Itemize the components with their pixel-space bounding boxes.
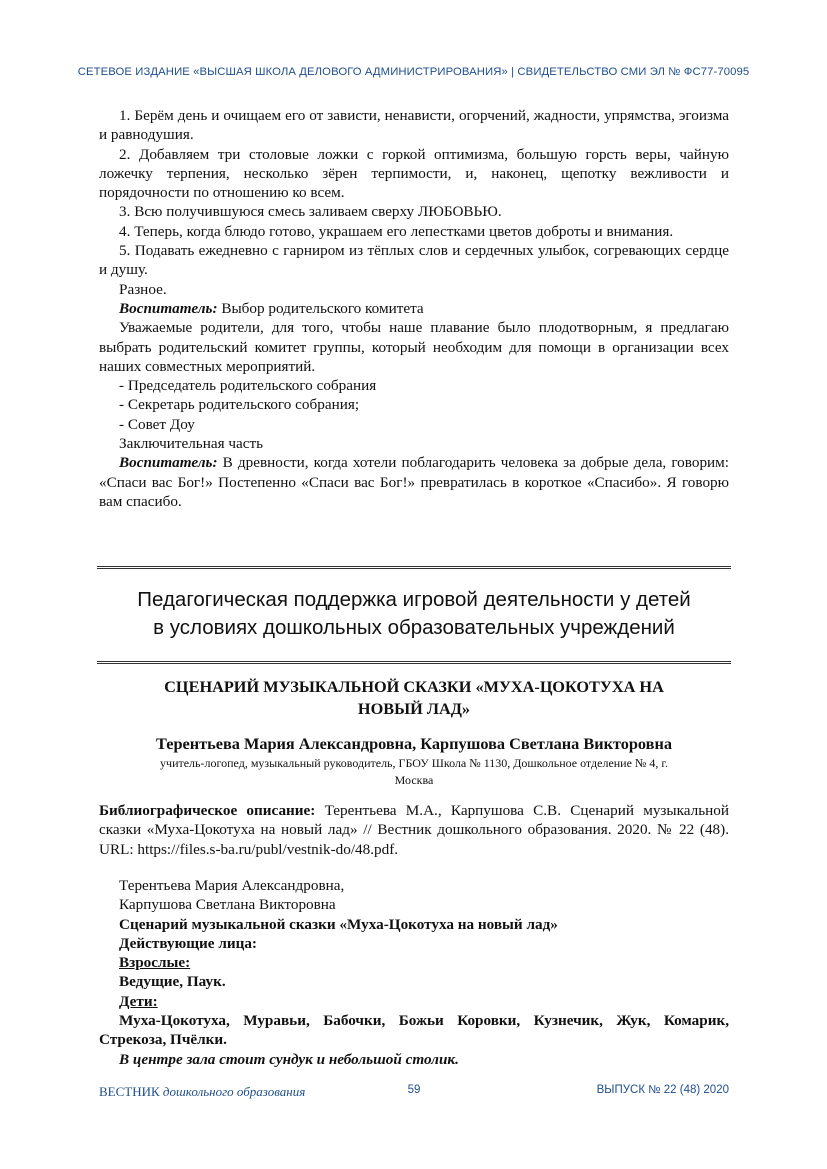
recipe-step-5: 5. Подавать ежедневно с гарниром из тёплых слов и сердечных улыбок, согревающих сердце и душу. (99, 242, 729, 279)
author-line-1: Терентьева Мария Александровна, (119, 877, 345, 894)
speaker-name: Воспитатель: (119, 454, 218, 472)
stage-direction: В центре зала стоит сундук и небольшой столик. (119, 1050, 459, 1068)
recipe-step-1: 1. Берём день и очищаем его от зависти, ненависти, огорчений, жадности, упрямства, эгоизма и равнодушия. (99, 107, 729, 144)
journal-name-caps: ВЕСТНИК (99, 1084, 160, 1099)
bibliographic-description (99, 801, 729, 859)
scenario-title: Сценарий музыкальной сказки «Муха-Цокотуха на новый лад» (119, 915, 558, 933)
characters-heading: Действующие лица: (119, 934, 257, 952)
speaker-line-2 (99, 453, 729, 511)
recipe-text (99, 106, 729, 511)
speaker-line-1 (99, 299, 729, 318)
article-title-line-2: НОВЫЙ ЛАД» (357, 699, 471, 718)
scenario-intro (99, 876, 729, 1069)
children-label: Дети: (119, 992, 158, 1010)
section-heading-band (97, 566, 731, 664)
author-affiliation (99, 755, 729, 789)
article-title-line-1: СЦЕНАРИЙ МУЗЫКАЛЬНОЙ СКАЗКИ «МУХА-ЦОКОТУХА НА (164, 677, 664, 696)
adults-label: Взрослые: (119, 954, 191, 972)
committee-item-1: - Председатель родительского собрания (119, 377, 377, 395)
page-footer (99, 1084, 729, 1102)
section-title-line-1: Педагогическая поддержка игровой деятельности у детей (137, 588, 691, 611)
speaker-name: Воспитатель: (119, 299, 218, 317)
committee-item-2: - Секретарь родительского собрания; (119, 396, 360, 414)
page-number: 59 (407, 1084, 421, 1096)
children-heading (99, 992, 729, 1011)
children-list: Муха-Цокотуха, Муравьи, Бабочки, Божьи Коровки, Кузнечик, Жук, Комарик, Стрекоза, Пчёлки. (99, 1012, 729, 1049)
affiliation-line-1: учитель-логопед, музыкальный руководитель, ГБОУ Школа № 1130, Дошкольное отделение № 4, г. (160, 756, 668, 770)
recipe-step-4: 4. Теперь, когда блюдо готово, украшаем его лепестками цветов доброты и внимания. (119, 222, 674, 240)
issue-number: ВЫПУСК № 22 (48) 2020 (596, 1084, 729, 1096)
misc-label: Разное. (119, 280, 167, 298)
article-authors: Терентьева Мария Александровна, Карпушова Светлана Викторовна (156, 734, 672, 753)
biblio-text: Терентьева М.А., Карпушова С.В. Сценарий музыкальной сказки «Муха-Цокотуха на новый лад» // Вестник дошкольного образования. 2020. № 22 (48). URL: https://files.s-ba.ru/publ/vestnik-do/48.pdf. (99, 802, 729, 858)
committee-item-3: - Совет Доу (119, 415, 195, 433)
adults-heading (99, 953, 729, 972)
final-part-label: Заключительная часть (119, 435, 264, 453)
author-line-2: Карпушова Светлана Викторовна (119, 896, 336, 914)
affiliation-line-2: Москва (394, 773, 434, 787)
page-header: СЕТЕВОЕ ИЗДАНИЕ «ВЫСШАЯ ШКОЛА ДЕЛОВОГО АДМИНИСТРИРОВАНИЯ» | СВИДЕТЕЛЬСТВО СМИ ЭЛ № ФС77-70095 (77, 66, 750, 78)
section-title-line-2: в условиях дошкольных образовательных учреждений (153, 616, 675, 639)
biblio-label: Библиографическое описание: (99, 802, 316, 819)
journal-name-italic: дошкольного образования (159, 1084, 306, 1099)
speaker-text: В древности, когда хотели поблагодарить человека за добрые дела, говорим: «Спаси вас Бог!» Постепенно «Спаси вас Бог!» превратилась в короткое «Спасибо». Я говорю вам спасибо. (99, 454, 729, 510)
journal-name (99, 1084, 305, 1100)
recipe-step-3: 3. Всю получившуюся смесь заливаем сверху ЛЮБОВЬЮ. (119, 203, 502, 221)
article-title (99, 676, 729, 720)
section-title (97, 586, 731, 642)
adults-list: Ведущие, Паук. (119, 973, 226, 991)
speaker-text: Выбор родительского комитета (217, 299, 424, 317)
recipe-step-2: 2. Добавляем три столовые ложки с горкой оптимизма, большую горсть веры, чайную ложечку терпения, несколько зёрен терпимости, и, наконец, щепотку вежливости и порядочности по отношению ко всем. (99, 145, 729, 202)
parents-paragraph: Уважаемые родители, для того, чтобы наше плавание было плодотворным, я предлагаю выбрать родительский комитет группы, который необходим для помощи в организации всех наших совместных мероприятий. (99, 319, 729, 375)
